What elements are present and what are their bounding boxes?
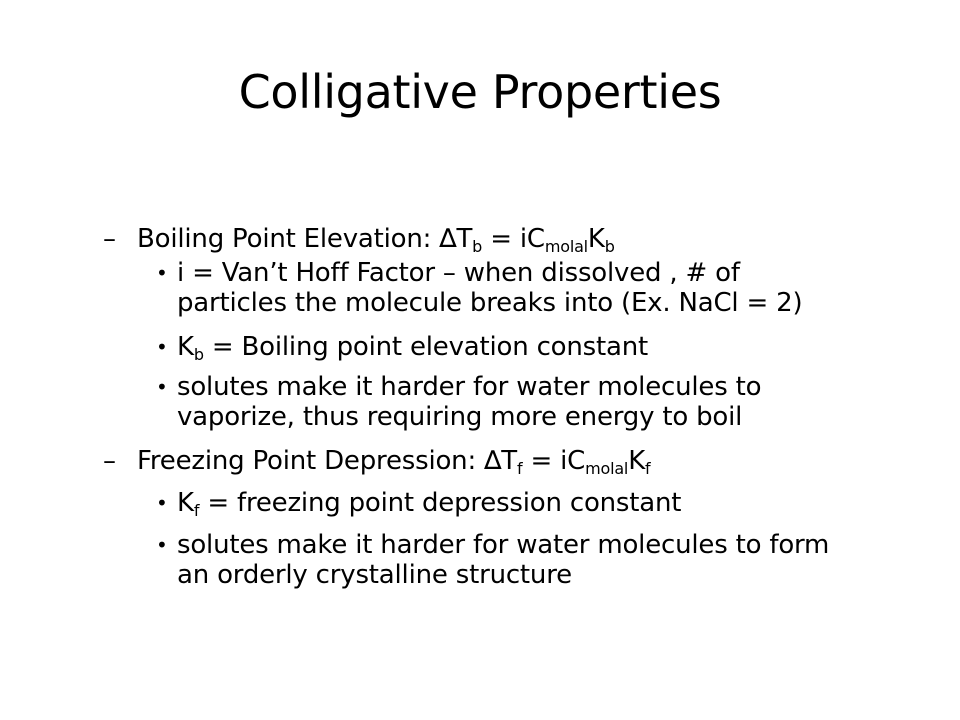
- bullet-item-vant-hoff: [177, 258, 802, 318]
- bullet-marker: •: [156, 335, 168, 359]
- bullet-line: particles the molecule breaks into (Ex. NaCl = 2): [177, 288, 803, 318]
- bullet-marker: •: [156, 491, 168, 515]
- c-subscript: molal: [585, 459, 629, 478]
- bullet-line: an orderly crystalline structure: [177, 560, 572, 590]
- c-subscript: molal: [544, 237, 588, 256]
- dash-marker: –: [103, 446, 116, 476]
- delta-symbol: ∆: [484, 446, 502, 476]
- t-subscript: b: [472, 237, 483, 256]
- bullet-item-kb: [177, 332, 648, 362]
- bullet-line: vaporize, thus requiring more energy to boil: [177, 402, 743, 432]
- k-subscript: b: [604, 237, 615, 256]
- bullet-item-freezing-solutes: [177, 530, 829, 590]
- delta-symbol: ∆: [439, 224, 457, 254]
- k-variable: K: [177, 332, 194, 362]
- t-variable: T: [456, 224, 473, 254]
- boiling-point-heading: [137, 224, 615, 254]
- bullet-item-boiling-solutes: [177, 372, 761, 432]
- k-subscript: b: [193, 345, 204, 364]
- equation-text: = iC: [482, 224, 545, 254]
- bullet-line: solutes make it harder for water molecules to form: [177, 530, 830, 560]
- bullet-text: = freezing point depression constant: [199, 488, 682, 518]
- k-variable: K: [177, 488, 194, 518]
- bullet-marker: •: [156, 533, 168, 557]
- k-variable: K: [587, 224, 605, 254]
- slide-title: Colligative Properties: [238, 65, 722, 119]
- equation-text: = iC: [522, 446, 586, 476]
- bullet-line: solutes make it harder for water molecules to: [177, 372, 762, 402]
- bullet-line: i = Van’t Hoff Factor – when dissolved , # of: [177, 258, 740, 288]
- bullet-text: = Boiling point elevation constant: [203, 332, 649, 362]
- k-variable: K: [628, 446, 646, 476]
- t-subscript: f: [516, 459, 523, 478]
- dash-marker: –: [103, 224, 116, 254]
- k-subscript: f: [645, 459, 651, 478]
- bullet-marker: •: [156, 375, 168, 399]
- freezing-point-heading: [137, 446, 650, 476]
- k-subscript: f: [193, 501, 200, 520]
- bullet-item-kf: [177, 488, 681, 518]
- freezing-label: Freezing Point Depression:: [137, 446, 485, 476]
- t-variable: T: [501, 446, 517, 476]
- boiling-label: Boiling Point Elevation:: [137, 224, 440, 254]
- bullet-marker: •: [156, 261, 168, 285]
